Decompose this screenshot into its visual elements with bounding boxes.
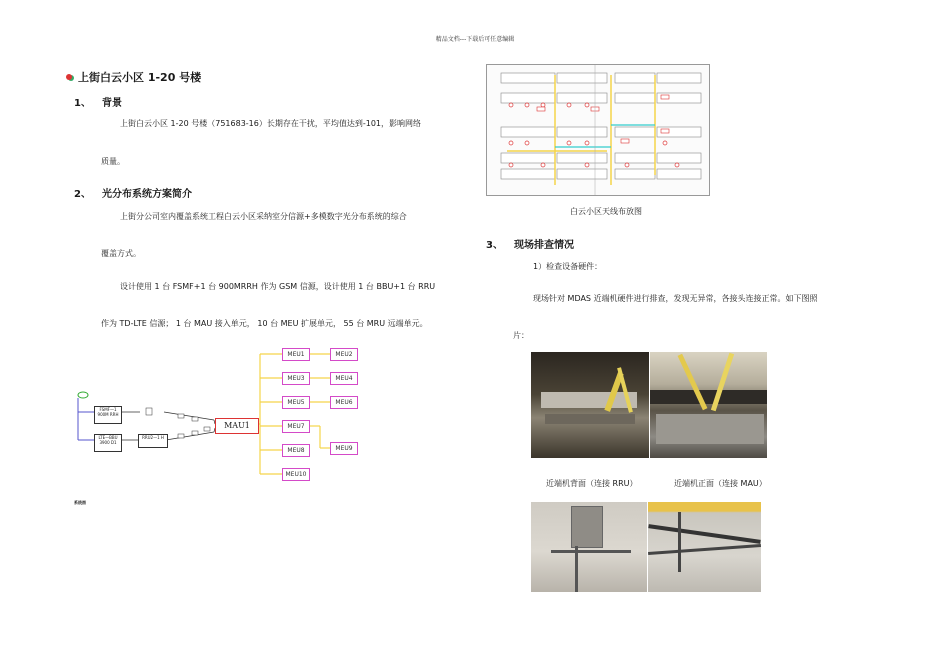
section-number: 3、 <box>486 240 503 251</box>
floorplan-image <box>486 64 710 196</box>
section-title: 现场排查情况 <box>514 240 574 251</box>
photo-cable-tray <box>648 502 761 592</box>
section-number: 1、 <box>74 98 91 109</box>
meu-box: MEU6 <box>330 396 358 409</box>
meu-box: MEU2 <box>330 348 358 361</box>
page-header-watermark: 精品文档---下载后可任意编辑 <box>435 36 515 43</box>
meu-box: MEU1 <box>282 348 310 361</box>
fsmf-box: FSMF—1 900M RRH <box>94 406 122 424</box>
meu-box: MEU3 <box>282 372 310 385</box>
paragraph: 上街分公司室内覆盖系统工程白云小区采纳室分信源+多模数字光分布系统的综合 <box>120 212 407 221</box>
section-title: 光分布系统方案简介 <box>102 189 192 200</box>
photo-caption-left: 近端机背面（连接 RRU） <box>546 479 638 488</box>
rru-box: RRU2—1 H <box>138 434 168 448</box>
section-heading-1 <box>74 94 122 109</box>
paragraph: 作为 TD-LTE 信源； 1 台 MAU 接入单元， 10 台 MEU 扩展单元， 55 台 MRU 远端单元。 <box>101 319 428 328</box>
meu-box: MEU4 <box>330 372 358 385</box>
diagram-small-label: 系统图 <box>74 500 86 505</box>
title-text: 上街白云小区 1-20 号楼 <box>78 71 202 84</box>
paragraph: 片： <box>513 331 529 340</box>
lte-bbu-box: LTE—BBU 3900 D1 <box>94 434 122 452</box>
paragraph: 上街白云小区 1-20 号楼（751683-16）长期存在干扰，平均值达到-101，影响网络 <box>120 119 422 128</box>
paragraph: 现场针对 MDAS 近端机硬件进行排查，发现无异常，各接头连接正常。如下图照 <box>533 294 818 303</box>
meu-box: MEU5 <box>282 396 310 409</box>
meu-box: MEU9 <box>330 442 358 455</box>
floorplan-caption: 白云小区天线布放图 <box>570 207 642 216</box>
document-title <box>66 69 201 85</box>
section-title: 背景 <box>102 98 122 109</box>
photo-caption-right: 近端机正面（连接 MAU） <box>674 479 767 488</box>
photo-front-unit <box>650 352 767 458</box>
bullet-icon <box>66 74 72 80</box>
meu-box: MEU7 <box>282 420 310 433</box>
section-heading-2 <box>74 185 192 200</box>
paragraph: 覆盖方式。 <box>101 249 141 258</box>
photo-remote-unit-wall <box>531 502 647 592</box>
paragraph: 设计使用 1 台 FSMF+1 台 900MRRH 作为 GSM 信源，设计使用 1 台 BBU+1 台 RRU <box>120 282 436 291</box>
section-heading-3 <box>486 236 574 251</box>
mau-box: MAU1 <box>215 418 259 434</box>
floorplan-drawing <box>487 65 709 195</box>
meu-box: MEU8 <box>282 444 310 457</box>
meu-box: MEU10 <box>282 468 310 481</box>
photo-rear-unit <box>531 352 649 458</box>
system-diagram <box>74 344 374 492</box>
list-item: 1）检查设备硬件： <box>533 262 603 271</box>
paragraph: 质量。 <box>101 157 125 166</box>
section-number: 2、 <box>74 189 91 200</box>
